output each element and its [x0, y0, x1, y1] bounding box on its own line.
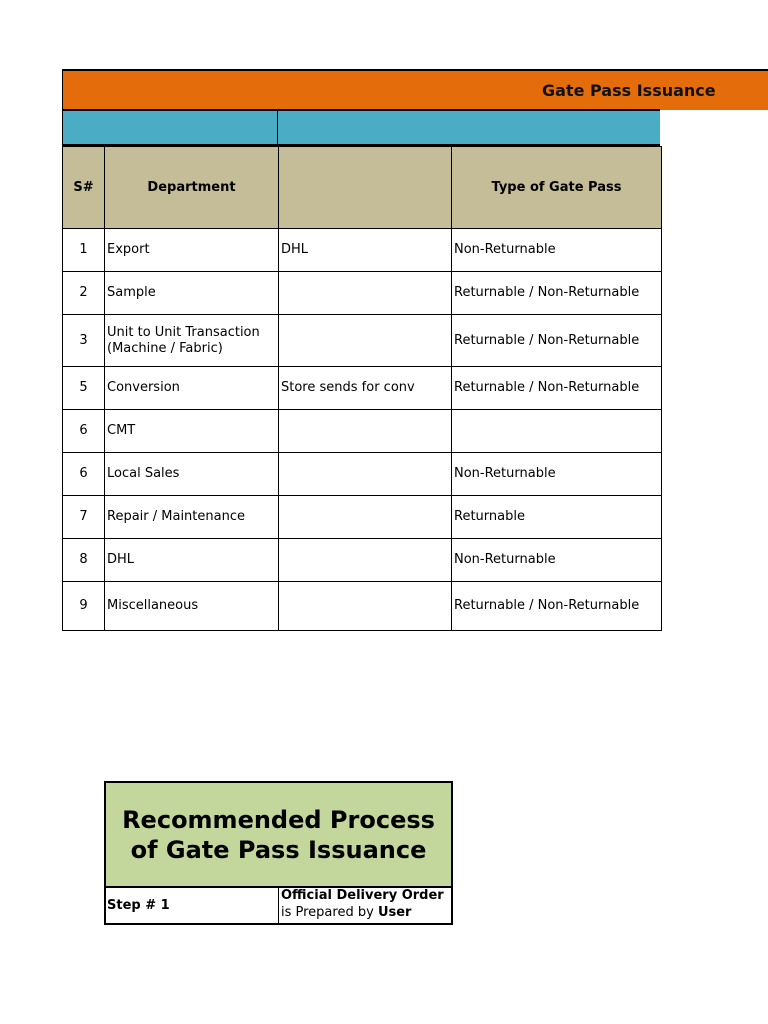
- gate-pass-table: [62, 146, 662, 631]
- process-box: [104, 781, 453, 925]
- title-bar-border: [62, 69, 63, 111]
- cell-sn[interactable]: 1: [63, 229, 105, 272]
- column-header-blank[interactable]: [279, 147, 452, 229]
- step-plain-text: is Prepared by: [281, 905, 378, 920]
- cell-note[interactable]: Store sends for conv: [279, 367, 452, 410]
- cell-sn[interactable]: 3: [63, 315, 105, 367]
- cell-sn[interactable]: 7: [63, 496, 105, 539]
- cell-department[interactable]: Miscellaneous: [105, 582, 279, 631]
- table-row: [63, 229, 662, 272]
- step-bold-text: Official Delivery Order: [281, 888, 444, 903]
- cell-type[interactable]: Returnable / Non-Returnable: [452, 582, 662, 631]
- cell-type[interactable]: [452, 410, 662, 453]
- column-header-sn[interactable]: S#: [63, 147, 105, 229]
- step-bold-tail: User: [377, 905, 412, 920]
- table-row: [63, 315, 662, 367]
- table-row: [63, 272, 662, 315]
- step-label[interactable]: Step # 1: [106, 888, 279, 923]
- cell-note[interactable]: [279, 315, 452, 367]
- cell-sn[interactable]: 8: [63, 539, 105, 582]
- cell-department[interactable]: Export: [105, 229, 279, 272]
- cell-department[interactable]: Conversion: [105, 367, 279, 410]
- cell-sn[interactable]: 6: [63, 410, 105, 453]
- blue-header-band: [62, 111, 660, 146]
- cell-type[interactable]: Non-Returnable: [452, 539, 662, 582]
- cell-type[interactable]: Non-Returnable: [452, 453, 662, 496]
- cell-note[interactable]: DHL: [279, 229, 452, 272]
- table-row: [63, 582, 662, 631]
- step-description[interactable]: [280, 878, 452, 930]
- cell-department[interactable]: Repair / Maintenance: [105, 496, 279, 539]
- table-row: [63, 496, 662, 539]
- cell-type[interactable]: Non-Returnable: [452, 229, 662, 272]
- cell-note[interactable]: [279, 539, 452, 582]
- cell-sn[interactable]: 6: [63, 453, 105, 496]
- sheet-title: Gate Pass Issuance: [542, 81, 716, 100]
- cell-type[interactable]: Returnable / Non-Returnable: [452, 367, 662, 410]
- cell-type[interactable]: Returnable / Non-Returnable: [452, 272, 662, 315]
- process-heading: Recommended Process of Gate Pass Issuance: [106, 783, 451, 888]
- cell-department[interactable]: Local Sales: [105, 453, 279, 496]
- table-row: [63, 410, 662, 453]
- table-row: [63, 539, 662, 582]
- blue-band-border: [62, 111, 63, 146]
- cell-note[interactable]: [279, 582, 452, 631]
- table-row: [63, 367, 662, 410]
- table-body: [63, 229, 662, 631]
- cell-department[interactable]: DHL: [105, 539, 279, 582]
- cell-note[interactable]: [279, 272, 452, 315]
- cell-sn[interactable]: 9: [63, 582, 105, 631]
- cell-note[interactable]: [279, 410, 452, 453]
- cell-department[interactable]: Unit to Unit Transaction (Machine / Fabric): [105, 315, 279, 367]
- cell-department[interactable]: Sample: [105, 272, 279, 315]
- column-header-type[interactable]: Type of Gate Pass: [452, 147, 662, 229]
- cell-note[interactable]: [279, 496, 452, 539]
- column-header-department[interactable]: Department: [105, 147, 279, 229]
- cell-sn[interactable]: 5: [63, 367, 105, 410]
- blue-band-divider: [277, 111, 278, 146]
- cell-type[interactable]: Returnable / Non-Returnable: [452, 315, 662, 367]
- table-header-row: [63, 147, 662, 229]
- cell-note[interactable]: [279, 453, 452, 496]
- cell-type[interactable]: Returnable: [452, 496, 662, 539]
- table-row: [63, 453, 662, 496]
- cell-department[interactable]: CMT: [105, 410, 279, 453]
- cell-sn[interactable]: 2: [63, 272, 105, 315]
